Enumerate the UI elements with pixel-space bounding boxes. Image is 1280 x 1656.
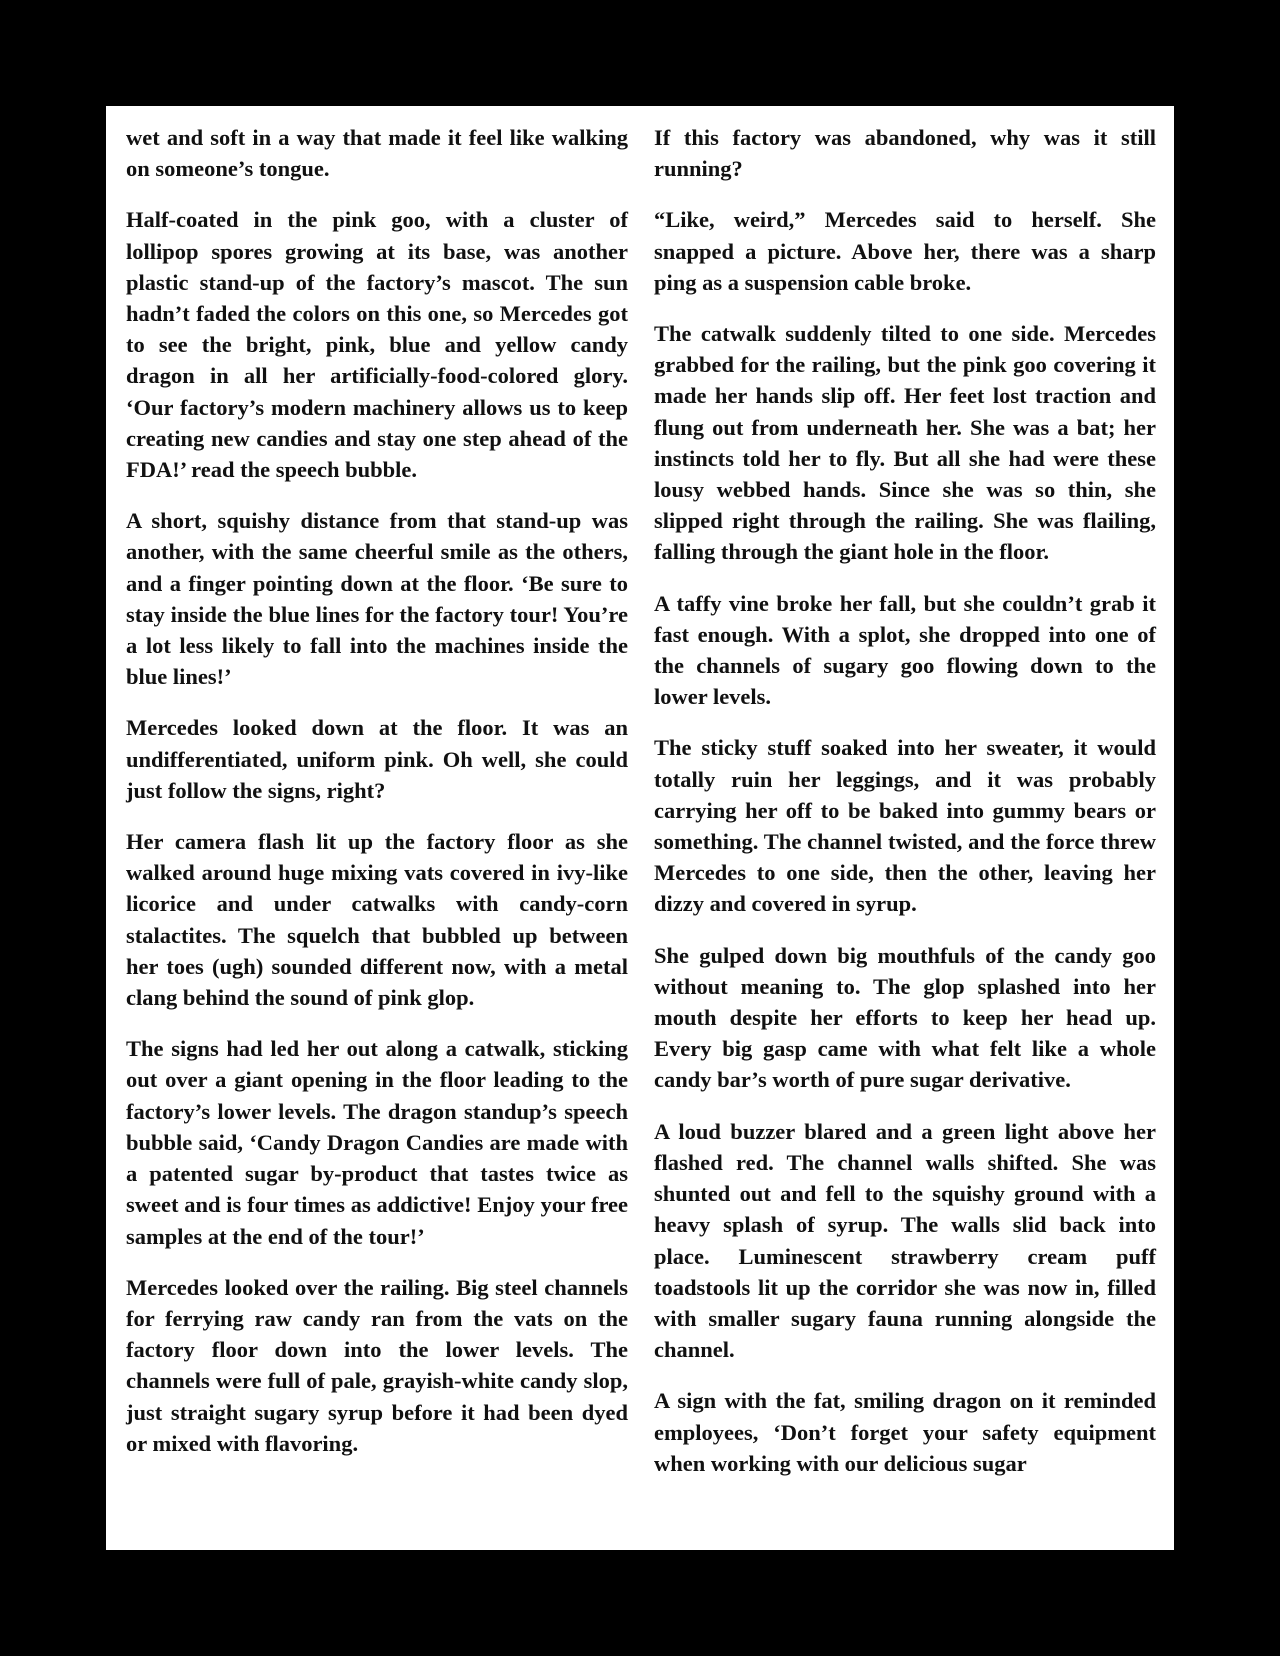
paragraph: Half-coated in the pink goo, with a cluster of lollipop spores growing at its base, was another plastic stand-up of the factory’s mascot. The sun hadn’t faded the colors on this one, so Mercedes got to see the bright, pink, blue and yellow candy dragon in all her artificially-food-colored glory. ‘Our factory’s modern machinery allows us to keep creating new candies and stay one step ahead of the FDA!’ read the speech bubble. [126,207,628,483]
left-column [126,122,628,1550]
paragraph: She gulped down big mouthfuls of the candy goo without meaning to. The glop splashed into her mouth despite her efforts to keep her head up. Every big gasp came with what felt like a whole candy bar’s worth of pure sugar derivative. [654,942,1156,1093]
paragraph: Mercedes looked down at the floor. It was an undifferentiated, uniform pink. Oh well, she could just follow the signs, right? [126,715,628,803]
paragraph: If this factory was abandoned, why was it still running? [654,125,1156,182]
paragraph: A short, squishy distance from that stand-up was another, with the same cheerful smile as the others, and a finger pointing down at the floor. ‘Be sure to stay inside the blue lines for the factory tour! You’re a lot less likely to fall into the machines inside the blue lines!’ [126,508,628,690]
document-page [106,106,1174,1550]
paragraph: The signs had led her out along a catwalk, sticking out over a giant opening in the floor leading to the factory’s lower levels. The dragon standup’s speech bubble said, ‘Candy Dragon Candies are made with a patented sugar by-product that tastes twice as sweet and is four times as addictive! Enjoy your free samples at the end of the tour!’ [126,1036,628,1249]
paragraph: “Like, weird,” Mercedes said to herself. She snapped a picture. Above her, there was a sharp ping as a suspension cable broke. [654,207,1156,295]
paragraph: The sticky stuff soaked into her sweater, it would totally ruin her leggings, and it was probably carrying her off to be baked into gummy bears or something. The channel twisted, and the force threw Mercedes to one side, then the other, leaving her dizzy and covered in syrup. [654,735,1156,917]
paragraph: A loud buzzer blared and a green light above her flashed red. The channel walls shifted. She was shunted out and fell to the squishy ground with a heavy splash of syrup. The walls slid back into place. Luminescent strawberry cream puff toadstools lit up the corridor she was now in, filled with smaller sugary fauna running alongside the channel. [654,1118,1156,1363]
paragraph: wet and soft in a way that made it feel like walking on someone’s tongue. [126,125,628,182]
paragraph: A sign with the fat, smiling dragon on it reminded employees, ‘Don’t forget your safety equipment when working with our delicious sugar [654,1388,1156,1476]
paragraph: Mercedes looked over the railing. Big steel channels for ferrying raw candy ran from the vats on the factory floor down into the lower levels. The channels were full of pale, grayish-white candy slop, just straight sugary syrup before it had been dyed or mixed with flavoring. [126,1274,628,1456]
paragraph: A taffy vine broke her fall, but she couldn’t grab it fast enough. With a splot, she dropped into one of the channels of sugary goo flowing down to the lower levels. [654,590,1156,710]
paragraph: Her camera flash lit up the factory floor as she walked around huge mixing vats covered in ivy-like licorice and under catwalks with candy-corn stalactites. The squelch that bubbled up between her toes (ugh) sounded different now, with a metal clang behind the sound of pink glop. [126,829,628,1011]
paragraph: The catwalk suddenly tilted to one side. Mercedes grabbed for the railing, but the pink goo covering it made her hands slip off. Her feet lost traction and flung out from underneath her. She was a bat; her instincts told her to fly. But all she had were these lousy webbed hands. Since she was so thin, she slipped right through the railing. She was flailing, falling through the giant hole in the floor. [654,321,1156,565]
right-column [654,122,1156,1550]
